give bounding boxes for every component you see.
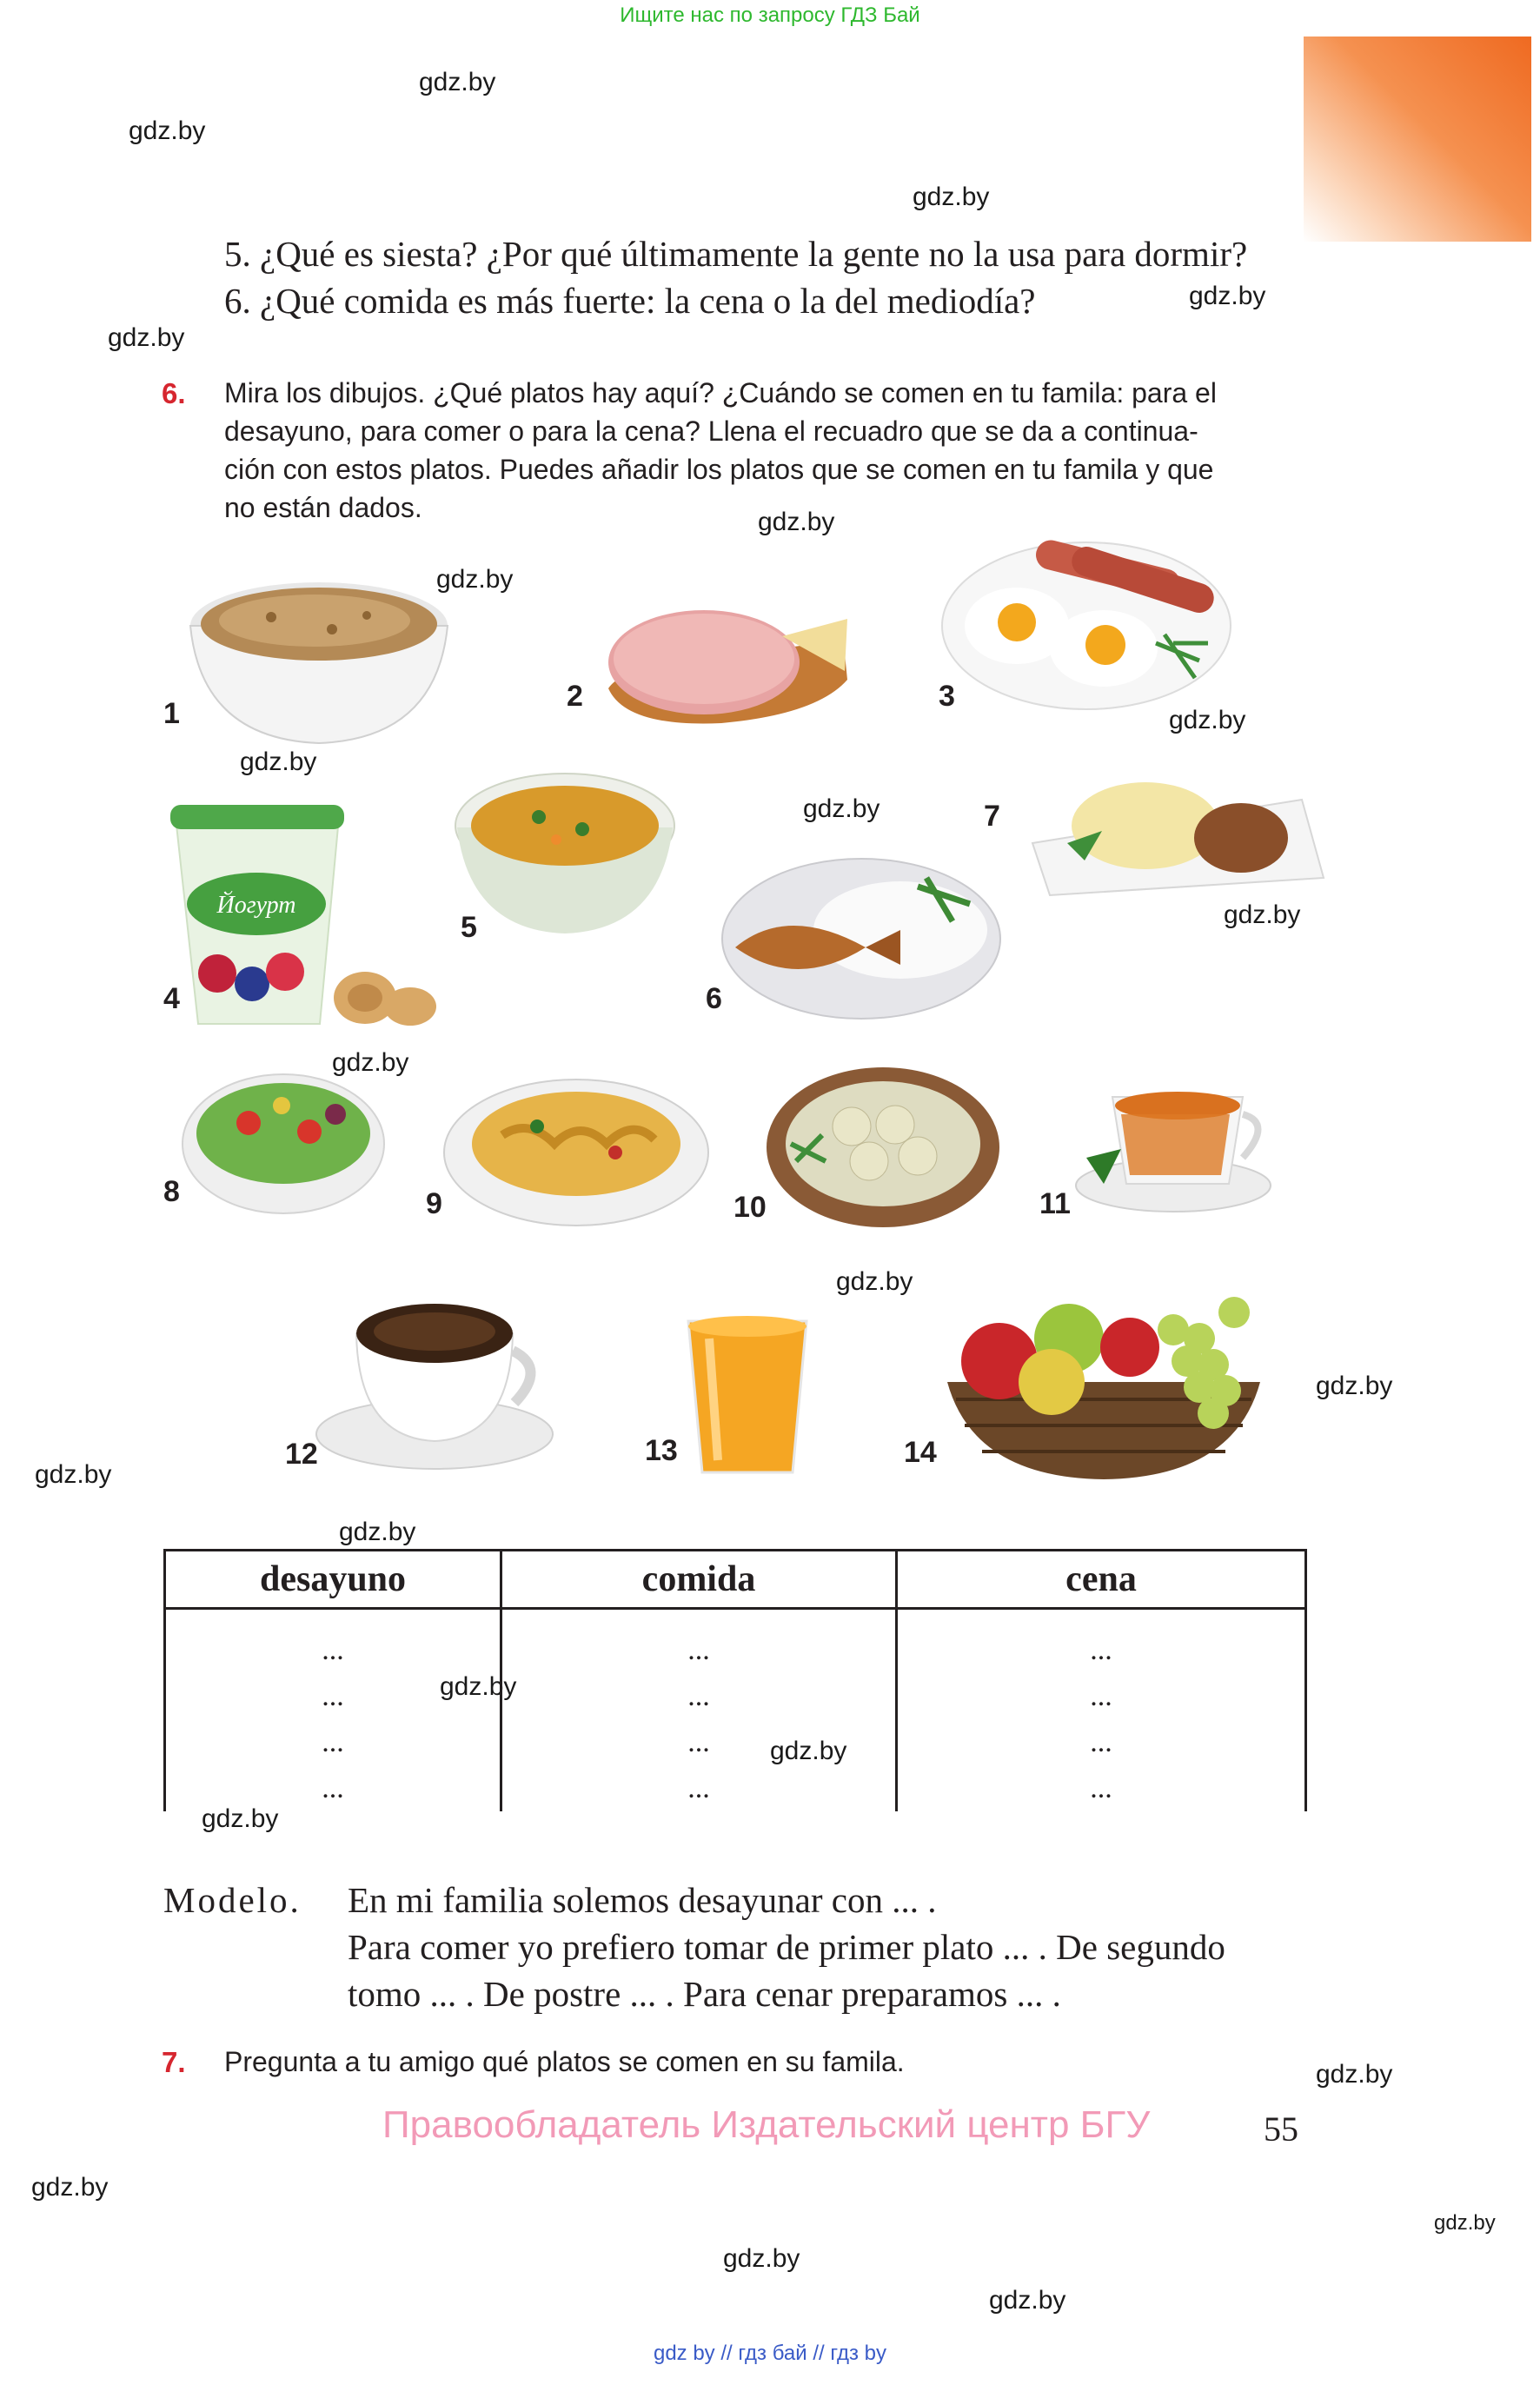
cell-ellipsis: ... [322, 1634, 344, 1666]
dish-label-13: 13 [645, 1434, 678, 1467]
dish-label-2: 2 [567, 680, 583, 713]
table-cell-comida [501, 1609, 897, 1812]
cell-ellipsis: ... [1090, 1634, 1112, 1666]
watermark: gdz.by [332, 1048, 409, 1077]
cell-ellipsis: ... [1090, 1680, 1112, 1712]
cell-ellipsis: ... [687, 1680, 710, 1712]
cell-ellipsis: ... [322, 1772, 344, 1804]
exercise-6-line: Mira los dibujos. ¿Qué platos hay aquí? ¿Cuándo se comen en tu famila: para el [224, 377, 1217, 409]
yogurt-brand-text: Йогурт [216, 892, 296, 919]
yogurt-cookies-icon [165, 800, 443, 1034]
cell-ellipsis: ... [687, 1726, 710, 1758]
watermark: gdz.by [1169, 706, 1246, 734]
corner-decoration [1304, 37, 1531, 242]
watermark: gdz.by [1224, 900, 1301, 929]
modelo-label: Modelo. [163, 1880, 302, 1920]
fish-rice-icon [718, 852, 1005, 1026]
cell-ellipsis: ... [322, 1680, 344, 1712]
cell-ellipsis: ... [322, 1726, 344, 1758]
cell-ellipsis: ... [687, 1634, 710, 1666]
watermark: gdz.by [836, 1267, 913, 1296]
column-header-cena: cena [897, 1551, 1306, 1609]
dish-label-4: 4 [163, 982, 180, 1015]
cell-ellipsis: ... [1090, 1726, 1112, 1758]
dumplings-plate-icon [765, 1066, 1001, 1229]
dish-label-5: 5 [461, 911, 477, 944]
dish-label-3: 3 [939, 680, 955, 713]
cell-ellipsis: ... [687, 1772, 710, 1804]
column-header-desayuno: desayuno [165, 1551, 501, 1609]
watermark: gdz.by [1189, 282, 1266, 310]
coffee-cup-icon [313, 1281, 556, 1472]
watermark: gdz.by [129, 116, 206, 145]
dish-label-9: 9 [426, 1187, 442, 1220]
watermark: gdz.by [108, 323, 185, 352]
table-cell-desayuno [165, 1609, 501, 1812]
dish-label-7: 7 [984, 800, 1000, 833]
watermark: gdz.by [1434, 2211, 1496, 2235]
dish-label-6: 6 [706, 982, 722, 1015]
question-5: 5. ¿Qué es siesta? ¿Por qué últimamente la gente no la usa para dormir? [224, 234, 1248, 274]
dish-label-14: 14 [904, 1436, 937, 1469]
table-cell-cena [897, 1609, 1306, 1812]
soup-bowl-icon [452, 765, 678, 939]
watermark: gdz.by [35, 1460, 112, 1489]
exercise-6-line: no están dados. [224, 492, 422, 523]
mashed-potato-cutlet-icon [1015, 747, 1328, 900]
page-number: 55 [1264, 2109, 1298, 2149]
watermark: gdz.by [989, 2286, 1066, 2315]
eggs-sausages-icon [939, 539, 1234, 713]
exercise-7-number: 7. [162, 2046, 186, 2078]
dish-label-11: 11 [1039, 1187, 1071, 1220]
watermark: gdz.by [240, 747, 317, 776]
watermark: gdz.by [758, 508, 835, 536]
sausage-sandwich-icon [600, 584, 852, 732]
exercise-6-number: 6. [162, 377, 186, 409]
modelo-line: tomo ... . De postre ... . Para cenar preparamos ... . [348, 1974, 1061, 2014]
watermark: gdz.by [440, 1672, 517, 1701]
dish-label-10: 10 [733, 1191, 767, 1224]
watermark: gdz.by [1316, 2060, 1393, 2089]
watermark: gdz.by [1316, 1372, 1393, 1400]
exercise-6-line: desayuno, para comer o para la cena? Llena el recuadro que se da a continua- [224, 415, 1198, 447]
watermark: gdz.by [723, 2244, 800, 2273]
fruit-basket-icon [939, 1278, 1269, 1483]
modelo-line: Para comer yo prefiero tomar de primer plato ... . De segundo [348, 1927, 1225, 1967]
modelo-line: En mi familia solemos desayunar con ... . [348, 1880, 937, 1920]
top-banner: Ищите нас по запросу ГДЗ Бай [620, 3, 920, 27]
watermark: gdz.by [31, 2173, 109, 2202]
watermark: gdz.by [339, 1518, 416, 1546]
watermark: gdz.by [202, 1804, 279, 1833]
watermark: gdz.by [770, 1737, 847, 1765]
watermark: gdz.by [913, 183, 990, 211]
watermark: gdz.by [803, 794, 880, 823]
meal-table [163, 1549, 1307, 1811]
dish-label-12: 12 [285, 1438, 318, 1471]
column-header-comida: comida [501, 1551, 897, 1609]
exercise-7-text: Pregunta a tu amigo qué platos se comen en su famila. [224, 2046, 905, 2077]
exercise-6-text [224, 374, 1217, 527]
tea-cup-icon [1069, 1071, 1278, 1219]
question-6: 6. ¿Qué comida es más fuerte: la cena o la del mediodía? [224, 281, 1036, 321]
cell-ellipsis: ... [1090, 1772, 1112, 1804]
pasta-plate-icon [441, 1066, 711, 1231]
juice-glass-icon [683, 1312, 812, 1478]
salad-bowl-icon [179, 1071, 388, 1219]
watermark: gdz.by [419, 68, 496, 96]
exercise-6-line: ción con estos platos. Puedes añadir los platos que se comen en tu famila y que [224, 454, 1214, 485]
copyright-owner: Правообладатель Издательский центр БГУ [382, 2103, 1151, 2146]
porridge-bowl-icon [184, 565, 454, 747]
watermark: gdz.by [436, 565, 514, 594]
bottom-links[interactable]: gdz by // гдз бай // гдз by [653, 2342, 887, 2365]
dish-label-8: 8 [163, 1175, 180, 1208]
dish-label-1: 1 [163, 697, 180, 730]
